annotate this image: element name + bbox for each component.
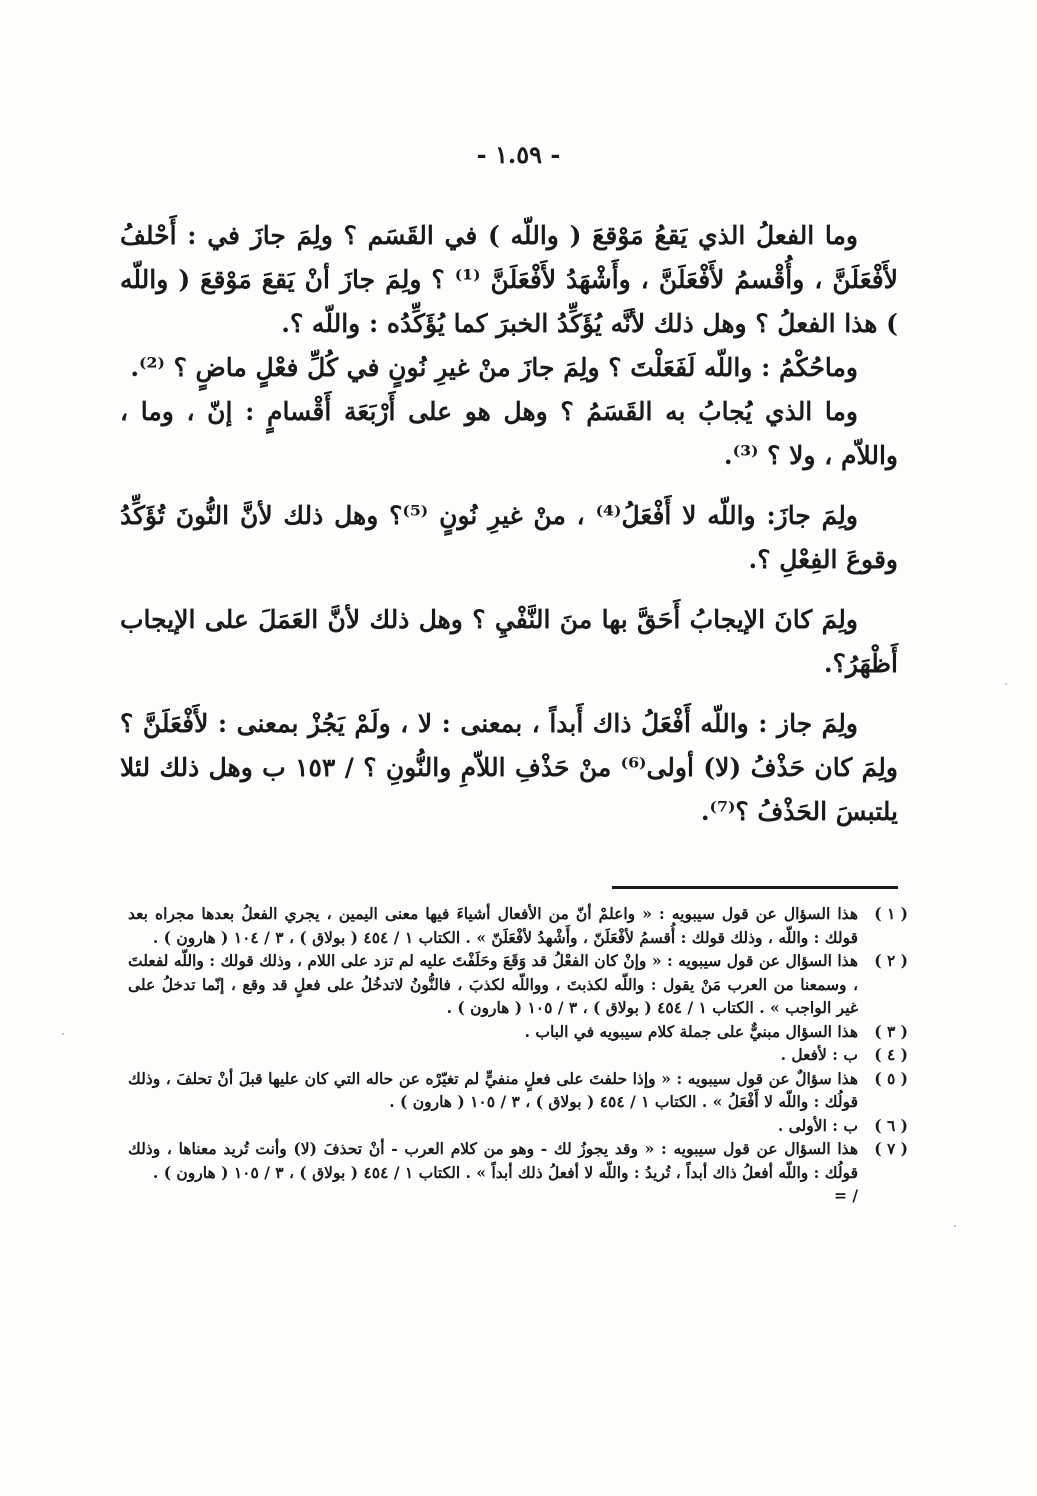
footnote-continuation-mark: / = — [833, 1186, 858, 1205]
footnote-text: هذا السؤال عن قول سيبويه : « وقد يجوزُ لك - وهو من كلام العرب - أنْ تحذفَ (لا) وأنت تُريد معناها ، وذلك قولُك : واللّه أفعلُ ذاك أبداً ، تُريدُ : واللّه لا أفعلُ ذلك أبداً » . الكتاب ١ / ٤٥٤ ( بولاق ) ، ٣ / ١٠٥ ( هارون ) . — [128, 1139, 858, 1182]
footnote — [128, 1067, 908, 1114]
paragraph: ولِمَ كانَ الإيجابُ أَحَقَّ بها منَ النَّفْيِ ؟ وهل ذلك لأنَّ العَمَلَ على الإيجاب أَظْهَرُ؟. — [120, 605, 898, 678]
footnote-number: ( ٢ ) — [874, 951, 908, 970]
footnote-text: هذا سؤالٌ عن قول سيبويه : « وإذا حلفتَ على فعلٍ منفيٍّ لم تغيّرْه عن حاله التي كان عليها قبلَ أنْ تحلفَ ، وذلك قولُك : واللّه لا أَفْعَلُ » . الكتاب ١ / ٤٥٤ ( بولاق ) ، ٣ / ١٠٥ ( هارون ) . — [128, 1068, 858, 1111]
paragraph: وماحُكْمُ : واللّه لَفَعَلْتَ ؟ ولِمَ جازَ منْ غيرِ نُونٍ في كُلِّ فعْلٍ ماضٍ ؟ ⁽²⁾. — [130, 353, 858, 382]
main-text — [120, 214, 898, 834]
footnote — [128, 1114, 908, 1138]
footnote-number: ( ٧ ) — [874, 1139, 908, 1158]
scan-speck — [1005, 683, 1007, 685]
scan-speck — [62, 1033, 64, 1035]
footnote — [128, 1020, 908, 1044]
footnote-number: ( ٤ ) — [874, 1045, 908, 1064]
paragraph: ولِمَ جاز : واللّه أَفْعَلُ ذاك أَبداً ، بمعنى : لا ، ولَمْ يَجُزْ بمعنى : لأَفْعَلَنَّ ؟ ولِمَ كان حَذْفُ (لا) أولى⁽⁶⁾ منْ حَذْفِ اللاّمِ والنُّونِ ؟ / ١٥٣ ب وهل ذلك لئلا يلتبسَ الحَذْفُ ؟⁽⁷⁾. — [120, 709, 898, 826]
footnote-text: ب : لأفعل . — [780, 1045, 858, 1064]
footnote-number: ( ٣ ) — [874, 1021, 908, 1041]
scan-speck — [954, 1225, 956, 1227]
footnote-divider — [612, 886, 898, 889]
footnote — [128, 949, 908, 1020]
footnote-number: ( ٥ ) — [874, 1068, 908, 1088]
footnote — [128, 1137, 908, 1184]
footnote — [128, 1043, 908, 1067]
footnote-number: ( ١ ) — [874, 904, 908, 923]
footnote-text: هذا السؤال مبنيٌّ على جملة كلام سيبويه في الباب . — [524, 1021, 858, 1041]
page-number: - ١.٥٩ - — [476, 140, 561, 169]
footnote-text: هذا السؤال عن قول سيبويه : « وإنْ كان الفعْلُ قد وَقَعَ وحَلَفْتَ عليه لم تزد على اللام ، وذلك قولك : واللّه لفعلتَ ، وسمعنا من العرب مَنْ يقول : واللّه لكذبتَ ، وواللّه لكذبَ ، فالنُّونُ لاتدخُلُ على فعلٍ قد وقع ، إنّما تدخلُ على غير الواجب » . الكتاب ١ / ٤٥٤ ( بولاق ) ، ٣ / ١٠٥ ( هارون ) . — [128, 951, 858, 1017]
paragraph: وما الذي يُجابُ به القَسَمُ ؟ وهل هو على أَرْبَعَة أَقْسامٍ : إنّ ، وما ، واللاّم ، ولا ؟ ⁽³⁾. — [120, 397, 898, 470]
footnote — [128, 902, 908, 949]
footnotes — [128, 902, 908, 1208]
paragraph: ولِمَ جازَ: واللّه لا أَفْعَلُ⁽⁴⁾ ، منْ غيرِ نُونٍ ⁽⁵⁾؟ وهل ذلك لأنَّ النُّونَ تُؤَكِّدُ وقوعَ الفِعْلِ ؟. — [120, 501, 898, 574]
footnote-text: هذا السؤال عن قول سيبويه : « واعلمْ أنّ من الأفعال أشياءَ فيها معنى اليمين ، يجري الفعلُ بعدها مجراه بعد قولك : واللّه ، وذلك قولك : أُقسمُ لأفْعَلَنّ ، وأَشْهدُ لأفْعَلَنّ » . الكتاب ١ / ٤٥٤ ( بولاق ) ، ٣ / ١٠٤ ( هارون ) . — [128, 904, 858, 947]
footnote-text: ب : الأولى . — [777, 1115, 858, 1135]
paragraph: وما الفعلُ الذي يَقعُ مَوْقعَ ( واللّه ) في القَسَم ؟ ولِمَ جازَ في : أَحْلفُ لأَفْعَلَنَّ ، وأُقْسمُ لأَفْعَلَنَّ ، وأَشْهَدُ لأَفْعَلَنَّ ⁽¹⁾ ؟ ولِمَ جازَ أنْ يَقعَ مَوْقعَ ( واللّه ) هذا الفعلُ ؟ وهل ذلك لأنَّه يُؤَكِّدُ الخبرَ كما يُؤَكِّدُه : واللّه ؟. — [120, 221, 898, 338]
footnote-number: ( ٦ ) — [874, 1115, 908, 1135]
